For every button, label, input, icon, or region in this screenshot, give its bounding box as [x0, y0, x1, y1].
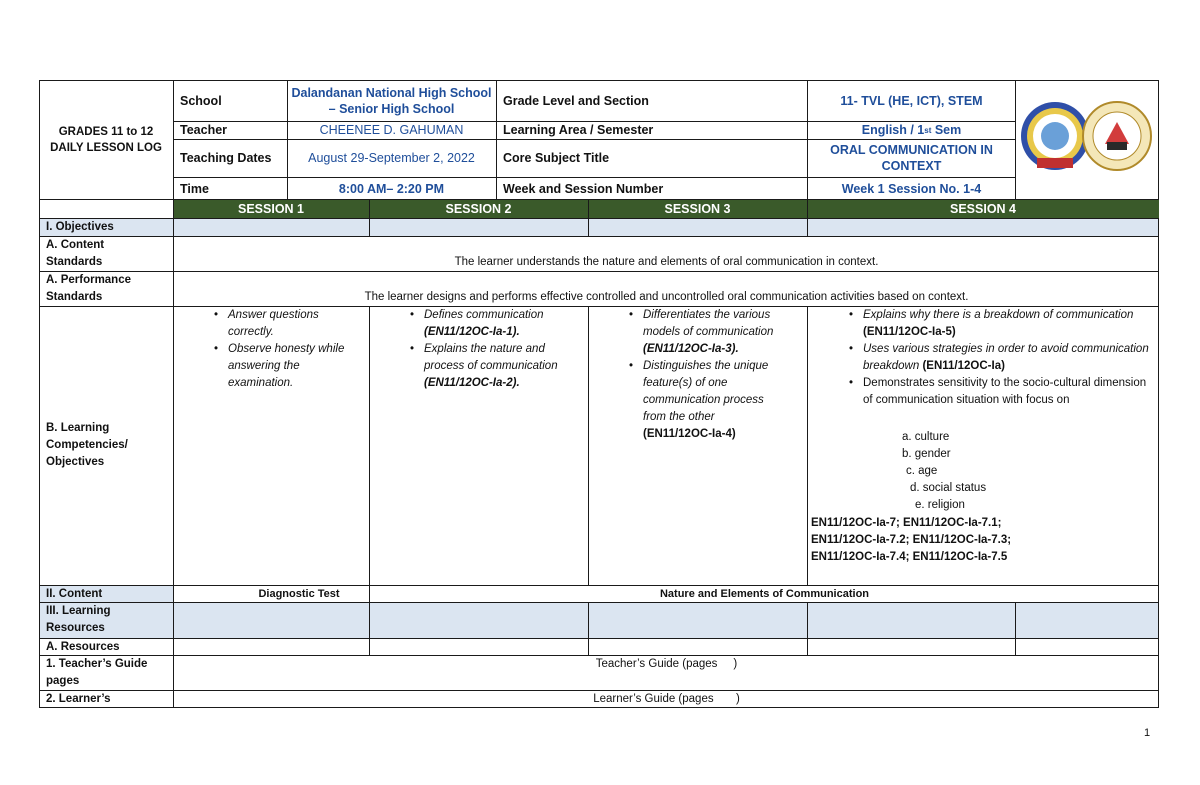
time-value: 8:00 AM– 2:20 PM: [338, 181, 445, 196]
sub-focus-item: d. social status: [910, 482, 987, 494]
session-1-header: SESSION 1: [173, 200, 369, 218]
competency-item: [643, 358, 785, 443]
content-session-234: Nature and Elements of Communication: [659, 588, 870, 600]
competencies-label-1: B. Learning: [46, 422, 110, 434]
content-standards-text: The learner understands the nature and elements of oral communication in context.: [454, 256, 879, 268]
competency-item: [424, 307, 584, 341]
teaching-dates-value: August 29-September 2, 2022: [308, 151, 475, 165]
learners-guide-label: 2. Learner’s: [46, 693, 111, 705]
learning-area-label: Learning Area / Semester: [503, 123, 654, 137]
competency-item: • Demonstrates sensitivity to the socio-cultural dimension of communication situation with focus on: [863, 375, 1150, 409]
learning-area-sem: Sem: [931, 123, 962, 137]
session-4-header: SESSION 4: [807, 200, 1159, 218]
competency-item: [643, 307, 785, 358]
competency-item: • Answer questions correctly.: [228, 307, 365, 341]
sub-focus-item: a. culture: [902, 431, 950, 443]
school-label: School: [180, 93, 222, 108]
session-1-competencies: [210, 307, 365, 392]
learners-guide-value: Learner’s Guide (pages ): [593, 693, 740, 705]
performance-standards-label: [46, 272, 171, 306]
content-label: II. Content: [46, 587, 103, 600]
resources-label-1: III. Learning: [46, 605, 111, 617]
competency-code: (EN11/12OC-Ia): [922, 360, 1005, 372]
content-session-1: Diagnostic Test: [258, 588, 340, 600]
division-logo: [1017, 96, 1157, 176]
performance-standards-text: The learner designs and performs effective controlled and uncontrolled oral communication activities based on context.: [364, 291, 969, 303]
content-standards-label: [46, 237, 171, 271]
title-line-1: GRADES 11 to 12: [58, 126, 154, 138]
competency-item: [424, 341, 584, 392]
code-line: EN11/12OC-Ia-7.2; EN11/12OC-Ia-7.3;: [811, 534, 1012, 546]
competency-code: (EN11/12OC-Ia-3).: [643, 343, 739, 355]
competency-text: Explains the nature and process of communication: [424, 343, 558, 372]
competency-text: Distinguishes the unique feature(s) of one communication process from the other: [643, 360, 769, 423]
teacher-label: Teacher: [180, 123, 228, 137]
sub-focus-item: b. gender: [902, 448, 951, 460]
learning-area-sup: st: [924, 125, 932, 135]
competency-item: [863, 341, 1150, 375]
teacher-value: CHEENEE D. GAHUMAN: [319, 123, 464, 137]
resources-a-label: A. Resources: [46, 640, 120, 653]
teachers-guide-label: [46, 656, 171, 690]
teaching-dates-label: Teaching Dates: [180, 151, 272, 165]
school-value: Dalandanan National High School – Senior High School: [291, 85, 492, 116]
grade-level-value: 11- TVL (HE, ICT), STEM: [840, 93, 983, 108]
session-3-competencies: [625, 307, 785, 443]
sub-focus-list: [845, 429, 1095, 514]
teachers-guide-label-1: 1. Teacher’s Guide: [46, 658, 148, 670]
log-title: [39, 80, 173, 200]
competency-item: • Observe honesty while answering the examination.: [228, 341, 365, 392]
grade-level-label: Grade Level and Section: [503, 93, 649, 108]
resources-label: [46, 603, 171, 637]
competencies-label-3: Objectives: [46, 456, 105, 468]
competency-item: [863, 307, 1150, 341]
session-4-competencies: [845, 307, 1150, 409]
sub-focus-item: e. religion: [915, 499, 965, 511]
competency-code: (EN11/12OC-Ia-5): [863, 326, 956, 338]
time-label: Time: [180, 181, 209, 196]
week-session-value: Week 1 Session No. 1-4: [841, 181, 982, 196]
competency-code: (EN11/12OC-Ia-2).: [424, 377, 520, 389]
competency-text: Explains why there is a breakdown of communication: [863, 309, 1134, 321]
code-line: EN11/12OC-Ia-7.4; EN11/12OC-Ia-7.5: [811, 551, 1008, 563]
competency-text: Differentiates the various models of communication: [643, 309, 774, 338]
week-session-label: Week and Session Number: [503, 181, 664, 196]
learning-area-value: [808, 121, 1015, 139]
session-3-header: SESSION 3: [588, 200, 807, 218]
session-4-codes: [811, 515, 1156, 566]
session-2-competencies: [406, 307, 584, 392]
core-subject-label: Core Subject Title: [503, 151, 610, 165]
content-standards-label-1: A. Content: [46, 239, 105, 251]
session-2-header: SESSION 2: [369, 200, 588, 218]
competencies-label-2: Competencies/: [46, 439, 128, 451]
teachers-guide-value: Teacher’s Guide (pages ): [595, 658, 738, 670]
title-line-2: DAILY LESSON LOG: [50, 142, 162, 154]
performance-label-1: A. Performance: [46, 274, 132, 286]
competency-code: (EN11/12OC-Ia-4): [643, 428, 736, 440]
teachers-guide-label-2: pages: [46, 675, 80, 687]
competency-code: (EN11/12OC-Ia-1).: [424, 326, 520, 338]
objectives-label: I. Objectives: [46, 221, 114, 233]
learning-area-english: English / 1: [861, 123, 925, 137]
seal-icon: [1017, 96, 1157, 176]
competency-text: Defines communication: [424, 309, 544, 321]
page-number: 1: [1144, 727, 1151, 739]
performance-label-2: Standards: [46, 291, 103, 303]
resources-label-2: Resources: [46, 622, 105, 634]
code-line: EN11/12OC-Ia-7; EN11/12OC-Ia-7.1;: [811, 517, 1002, 529]
sub-focus-item: c. age: [906, 465, 938, 477]
core-subject-value: ORAL COMMUNICATION IN CONTEXT: [830, 143, 993, 173]
competency-text: Uses various strategies in order to avoid communication breakdown: [863, 343, 1149, 372]
content-standards-label-2: Standards: [46, 256, 103, 268]
competencies-label: [46, 420, 171, 471]
